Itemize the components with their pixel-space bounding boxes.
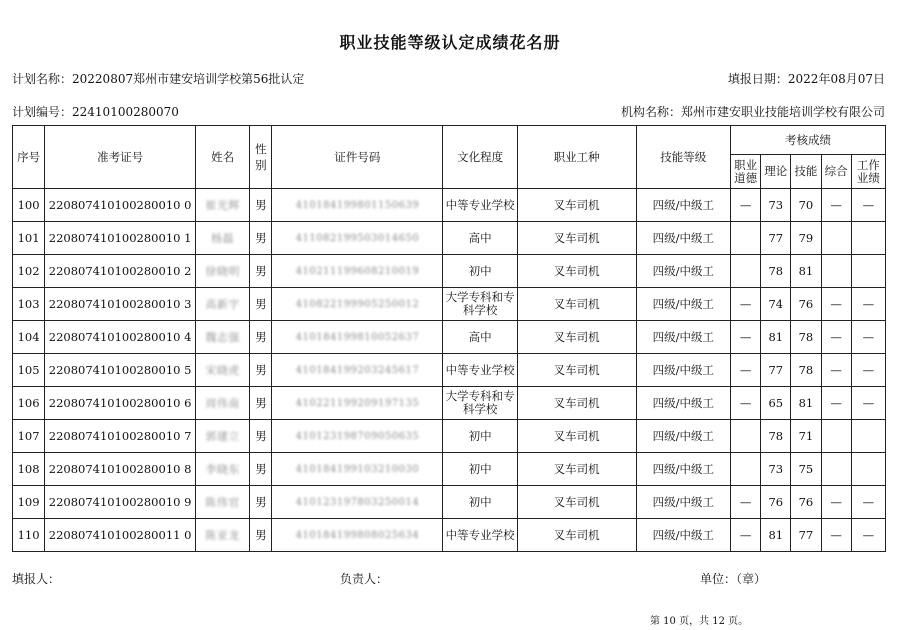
header-theory: 理论 (761, 155, 791, 189)
cell-seq: 102 (13, 255, 45, 288)
header-gender: 性别 (250, 126, 272, 189)
cell-exam-no: 220807410100280010 6 (45, 387, 196, 420)
cell-gender: 男 (250, 321, 272, 354)
cell-ethics (731, 255, 761, 288)
plan-name-label: 计划名称： (12, 72, 73, 86)
cell-theory: 77 (761, 354, 791, 387)
cell-level: 四级/中级工 (636, 519, 731, 552)
cell-seq: 105 (13, 354, 45, 387)
cell-work (851, 255, 885, 288)
cell-gender: 男 (250, 255, 272, 288)
cell-work: — (851, 288, 885, 321)
cell-skill: 71 (791, 420, 821, 453)
cell-ethics: — (731, 288, 761, 321)
table-row (13, 222, 886, 255)
table-row (13, 519, 886, 552)
cell-work: — (851, 519, 885, 552)
fill-date-line (728, 70, 885, 87)
table-row (13, 321, 886, 354)
cell-work (851, 453, 885, 486)
cell-education: 高中 (443, 321, 517, 354)
cell-name: 高新宇 (196, 288, 250, 321)
cell-seq: 101 (13, 222, 45, 255)
plan-no-line (12, 103, 179, 120)
cell-name: 李晓东 (196, 453, 250, 486)
cell-skill: 70 (791, 189, 821, 222)
cell-education: 初中 (443, 486, 517, 519)
cell-level: 四级/中级工 (636, 255, 731, 288)
cell-level: 四级/中级工 (636, 420, 731, 453)
cell-exam-no: 220807410100280010 5 (45, 354, 196, 387)
cell-name: 周伟南 (196, 387, 250, 420)
cell-exam-no: 220807410100280011 0 (45, 519, 196, 552)
table-row (13, 288, 886, 321)
table-row (13, 453, 886, 486)
footer-filler: 填报人： (12, 572, 61, 586)
cell-work: — (851, 387, 885, 420)
cell-work (851, 222, 885, 255)
cell-gender: 男 (250, 486, 272, 519)
header-exam-no: 准考证号 (45, 126, 196, 189)
cell-gender: 男 (250, 519, 272, 552)
cell-gender: 男 (250, 288, 272, 321)
cell-theory: 74 (761, 288, 791, 321)
plan-no-label: 计划编号： (12, 105, 73, 119)
cell-skill: 78 (791, 354, 821, 387)
cell-gender: 男 (250, 222, 272, 255)
cell-education: 初中 (443, 255, 517, 288)
cell-id-no: 410184199808025634 (272, 519, 443, 552)
cell-education: 中等专业学校 (443, 354, 517, 387)
cell-level: 四级/中级工 (636, 486, 731, 519)
cell-name: 崔光辉 (196, 189, 250, 222)
header-composite: 综合 (821, 155, 851, 189)
cell-name: 徐晓明 (196, 255, 250, 288)
cell-occupation: 叉车司机 (517, 255, 636, 288)
cell-skill: 76 (791, 288, 821, 321)
cell-work (851, 420, 885, 453)
table-row (13, 189, 886, 222)
cell-skill: 79 (791, 222, 821, 255)
cell-exam-no: 220807410100280010 2 (45, 255, 196, 288)
cell-occupation: 叉车司机 (517, 453, 636, 486)
cell-gender: 男 (250, 189, 272, 222)
cell-composite: — (821, 387, 851, 420)
cell-ethics: — (731, 486, 761, 519)
cell-skill: 76 (791, 486, 821, 519)
plan-no-value: 22410100280070 (72, 105, 179, 119)
cell-occupation: 叉车司机 (517, 387, 636, 420)
header-seq: 序号 (13, 126, 45, 189)
cell-exam-no: 220807410100280010 3 (45, 288, 196, 321)
cell-occupation: 叉车司机 (517, 189, 636, 222)
cell-exam-no: 220807410100280010 1 (45, 222, 196, 255)
cell-name: 魏志强 (196, 321, 250, 354)
cell-occupation: 叉车司机 (517, 354, 636, 387)
cell-theory: 81 (761, 321, 791, 354)
cell-id-no: 410123197803250014 (272, 486, 443, 519)
cell-gender: 男 (250, 387, 272, 420)
cell-occupation: 叉车司机 (517, 321, 636, 354)
cell-seq: 100 (13, 189, 45, 222)
cell-level: 四级/中级工 (636, 222, 731, 255)
org-label: 机构名称： (620, 105, 681, 119)
cell-occupation: 叉车司机 (517, 288, 636, 321)
cell-composite: — (821, 189, 851, 222)
cell-education: 高中 (443, 222, 517, 255)
header-ethics: 职业道德 (731, 155, 761, 189)
cell-id-no: 410184199810052637 (272, 321, 443, 354)
page-title: 职业技能等级认定成绩花名册 (339, 33, 561, 52)
cell-id-no: 410184199801150639 (272, 189, 443, 222)
header-assessment: 考核成绩 (731, 126, 886, 155)
cell-id-no: 411082199503014650 (272, 222, 443, 255)
org-value: 郑州市建安职业技能培训学校有限公司 (680, 105, 885, 119)
cell-education: 初中 (443, 453, 517, 486)
cell-id-no: 410184199203245617 (272, 354, 443, 387)
fill-date-label: 填报日期： (727, 72, 788, 86)
cell-level: 四级/中级工 (636, 387, 731, 420)
cell-level: 四级/中级工 (636, 453, 731, 486)
cell-composite: — (821, 486, 851, 519)
cell-composite (821, 453, 851, 486)
header-education: 文化程度 (443, 126, 517, 189)
org-line (621, 103, 885, 120)
cell-work: — (851, 486, 885, 519)
cell-composite (821, 255, 851, 288)
cell-exam-no: 220807410100280010 4 (45, 321, 196, 354)
cell-skill: 81 (791, 255, 821, 288)
cell-level: 四级/中级工 (636, 189, 731, 222)
cell-seq: 104 (13, 321, 45, 354)
cell-seq: 103 (13, 288, 45, 321)
header-id-no: 证件号码 (272, 126, 443, 189)
cell-skill: 81 (791, 387, 821, 420)
plan-name-line (12, 70, 304, 87)
cell-theory: 73 (761, 189, 791, 222)
cell-exam-no: 220807410100280010 9 (45, 486, 196, 519)
cell-gender: 男 (250, 420, 272, 453)
header-occupation: 职业工种 (517, 126, 636, 189)
cell-composite: — (821, 354, 851, 387)
cell-gender: 男 (250, 453, 272, 486)
footer-unit: 单位：（章） (700, 572, 767, 586)
cell-ethics: — (731, 321, 761, 354)
cell-name: 杨磊 (196, 222, 250, 255)
cell-education: 中等专业学校 (443, 189, 517, 222)
cell-occupation: 叉车司机 (517, 222, 636, 255)
cell-level: 四级/中级工 (636, 321, 731, 354)
cell-work: — (851, 354, 885, 387)
cell-composite (821, 420, 851, 453)
table-row (13, 354, 886, 387)
cell-theory: 78 (761, 255, 791, 288)
cell-id-no: 410211199608210019 (272, 255, 443, 288)
cell-skill: 78 (791, 321, 821, 354)
cell-level: 四级/中级工 (636, 354, 731, 387)
header-work-perf: 工作业绩 (851, 155, 885, 189)
cell-work: — (851, 189, 885, 222)
table-row (13, 255, 886, 288)
cell-name: 陈伟官 (196, 486, 250, 519)
cell-education: 中等专业学校 (443, 519, 517, 552)
cell-exam-no: 220807410100280010 8 (45, 453, 196, 486)
footer-responsible: 负责人： (340, 572, 389, 586)
cell-occupation: 叉车司机 (517, 486, 636, 519)
header-name: 姓名 (196, 126, 250, 189)
cell-skill: 77 (791, 519, 821, 552)
cell-gender: 男 (250, 354, 272, 387)
cell-work: — (851, 321, 885, 354)
cell-composite (821, 222, 851, 255)
table-row (13, 486, 886, 519)
cell-id-no: 410221199209197135 (272, 387, 443, 420)
table-row (13, 420, 886, 453)
cell-exam-no: 220807410100280010 7 (45, 420, 196, 453)
cell-skill: 75 (791, 453, 821, 486)
cell-theory: 65 (761, 387, 791, 420)
cell-id-no: 410822199905250012 (272, 288, 443, 321)
cell-name: 郭建立 (196, 420, 250, 453)
cell-ethics (731, 420, 761, 453)
header-skill: 技能 (791, 155, 821, 189)
cell-composite: — (821, 519, 851, 552)
roster-table (12, 125, 886, 552)
cell-seq: 106 (13, 387, 45, 420)
cell-seq: 108 (13, 453, 45, 486)
cell-seq: 109 (13, 486, 45, 519)
cell-theory: 78 (761, 420, 791, 453)
cell-name: 宋晓虎 (196, 354, 250, 387)
table-row (13, 387, 886, 420)
plan-name-value: 20220807郑州市建安培训学校第56批认定 (72, 72, 305, 86)
cell-education: 初中 (443, 420, 517, 453)
cell-composite: — (821, 288, 851, 321)
cell-ethics: — (731, 189, 761, 222)
cell-ethics (731, 222, 761, 255)
cell-seq: 110 (13, 519, 45, 552)
cell-theory: 76 (761, 486, 791, 519)
cell-occupation: 叉车司机 (517, 420, 636, 453)
cell-theory: 73 (761, 453, 791, 486)
cell-ethics (731, 453, 761, 486)
cell-theory: 81 (761, 519, 791, 552)
cell-ethics: — (731, 354, 761, 387)
cell-ethics: — (731, 387, 761, 420)
cell-education: 大学专科和专科学校 (443, 288, 517, 321)
cell-name: 陈亚龙 (196, 519, 250, 552)
header-skill-level: 技能等级 (636, 126, 731, 189)
cell-ethics: — (731, 519, 761, 552)
cell-id-no: 410184199103210030 (272, 453, 443, 486)
cell-id-no: 410123198709050635 (272, 420, 443, 453)
cell-education: 大学专科和专科学校 (443, 387, 517, 420)
cell-theory: 77 (761, 222, 791, 255)
page-indicator: 第 10 页，共 12 页。 (650, 616, 749, 627)
fill-date-value: 2022年08月07日 (787, 72, 885, 86)
cell-level: 四级/中级工 (636, 288, 731, 321)
cell-seq: 107 (13, 420, 45, 453)
cell-occupation: 叉车司机 (517, 519, 636, 552)
cell-composite: — (821, 321, 851, 354)
cell-exam-no: 220807410100280010 0 (45, 189, 196, 222)
